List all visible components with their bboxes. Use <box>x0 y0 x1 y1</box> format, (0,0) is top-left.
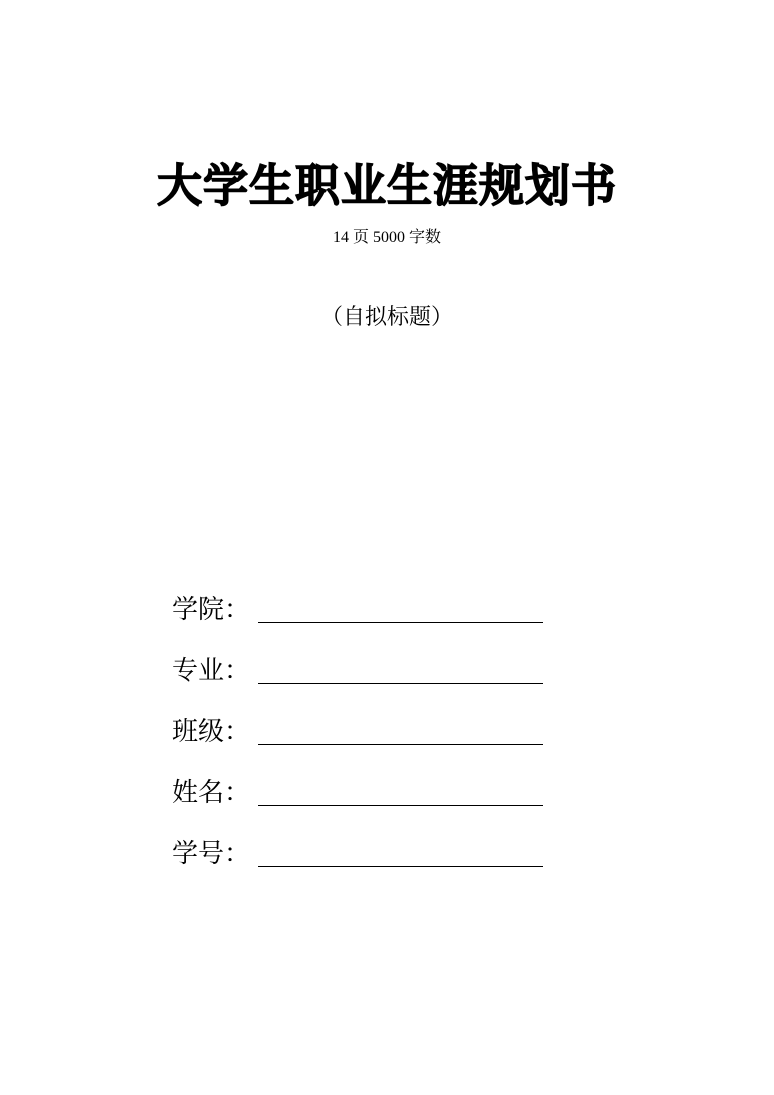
document-title: 大学生职业生涯规划书 <box>156 159 617 212</box>
form-row-student-id <box>172 834 552 895</box>
form-row-name <box>172 773 552 834</box>
major-label: 专业： <box>172 656 251 686</box>
form-row-major <box>172 651 552 712</box>
document-subtitle: 14 页 5000 字数 <box>332 229 441 246</box>
college-label: 学院： <box>172 595 251 625</box>
form-row-college <box>172 590 552 651</box>
form-row-class <box>172 712 552 773</box>
college-field[interactable] <box>258 622 543 623</box>
student-id-label: 学号： <box>172 839 251 869</box>
custom-title-placeholder: （自拟标题） <box>320 305 453 330</box>
class-field[interactable] <box>258 744 543 745</box>
student-id-field[interactable] <box>258 866 543 867</box>
name-field[interactable] <box>258 805 543 806</box>
name-label: 姓名： <box>172 778 251 808</box>
major-field[interactable] <box>258 683 543 684</box>
student-info-form <box>172 590 552 895</box>
class-label: 班级： <box>172 717 251 747</box>
